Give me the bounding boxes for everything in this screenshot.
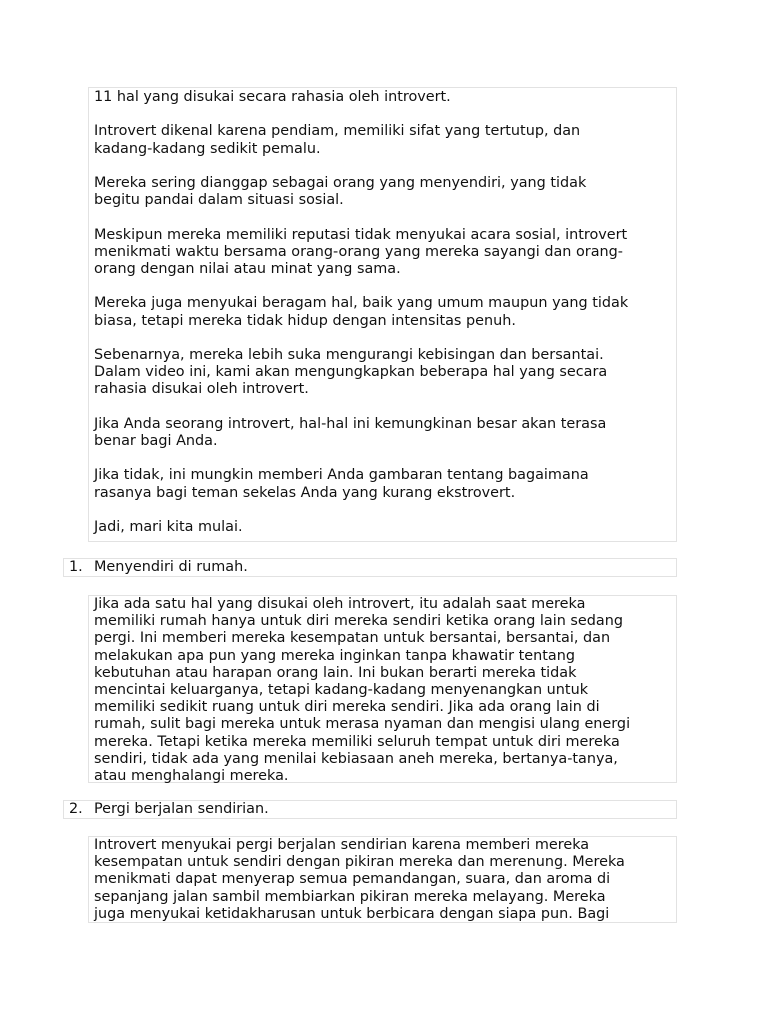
intro-paragraph: Introvert dikenal karena pendiam, memiliki sifat yang tertutup, dan kadang-kadang sedikit pemalu. (94, 123, 581, 157)
body-paragraph: Introvert menyukai pergi berjalan sendirian karena memberi mereka kesempatan untuk sendiri dengan pikiran mereka dan merenung. Mereka menikmati dapat menyerap semua pemandangan, suara, dan aroma di sepanjang jalan sambil membiarkan pikiran mereka melayang. Mereka juga menyukai ketidakharusan untuk berbicara dengan siapa pun. Bagi (94, 837, 625, 922)
intro-paragraph: Jika tidak, ini mungkin memberi Anda gambaran tentang bagaimana rasanya bagi teman sekelas Anda yang kurang ekstrovert. (94, 467, 589, 501)
body-paragraph: Jika ada satu hal yang disukai oleh introvert, itu adalah saat mereka memiliki rumah hanya untuk diri mereka sendiri ketika orang lain sedang pergi. Ini memberi mereka kesempatan untuk bersantai, bersantai, dan melakukan apa pun yang mereka inginkan tanpa khawatir tentang kebutuhan atau harapan orang lain. Ini bukan berarti mereka tidak mencintai keluarganya, tetapi kadang-kadang menyenangkan untuk memiliki sedikit ruang untuk diri mereka sendiri. Jika ada orang lain di rumah, sulit bagi mereka untuk merasa nyaman dan mengisi ulang energi mereka. Tetapi ketika mereka memiliki seluruh tempat untuk diri mereka sendiri, tidak ada yang menilai kebiasaan aneh mereka, bertanya-tanya, atau menghalangi mereka. (94, 596, 631, 785)
intro-section (88, 87, 677, 542)
intro-paragraph: Mereka juga menyukai beragam hal, baik yang umum maupun yang tidak biasa, tetapi mereka tidak hidup dengan intensitas penuh. (94, 295, 629, 329)
intro-paragraph: Meskipun mereka memiliki reputasi tidak menyukai acara sosial, introvert menikmati waktu bersama orang-orang yang mereka sayangi dan orang- orang dengan nilai atau minat yang sama. (94, 226, 628, 277)
intro-paragraph: Jika Anda seorang introvert, hal-hal ini kemungkinan besar akan terasa benar bagi Anda. (94, 415, 607, 449)
list-item-heading (63, 800, 677, 819)
intro-title: 11 hal yang disukai secara rahasia oleh introvert. (94, 89, 451, 105)
list-heading-text: Menyendiri di rumah. (94, 559, 248, 575)
intro-paragraph: Mereka sering dianggap sebagai orang yang menyendiri, yang tidak begitu pandai dalam situasi sosial. (94, 174, 587, 209)
list-number: 2. (69, 801, 83, 817)
list-item-body (88, 836, 677, 923)
list-heading-text: Pergi berjalan sendirian. (94, 801, 269, 817)
list-number: 1. (69, 559, 83, 575)
list-item-heading (63, 558, 677, 577)
intro-paragraph: Sebenarnya, mereka lebih suka mengurangi kebisingan dan bersantai. Dalam video ini, kami akan mengungkapkan beberapa hal yang secara rahasia disukai oleh introvert. (94, 346, 608, 398)
intro-paragraph: Jadi, mari kita mulai. (94, 518, 243, 535)
list-item-body (88, 595, 677, 783)
